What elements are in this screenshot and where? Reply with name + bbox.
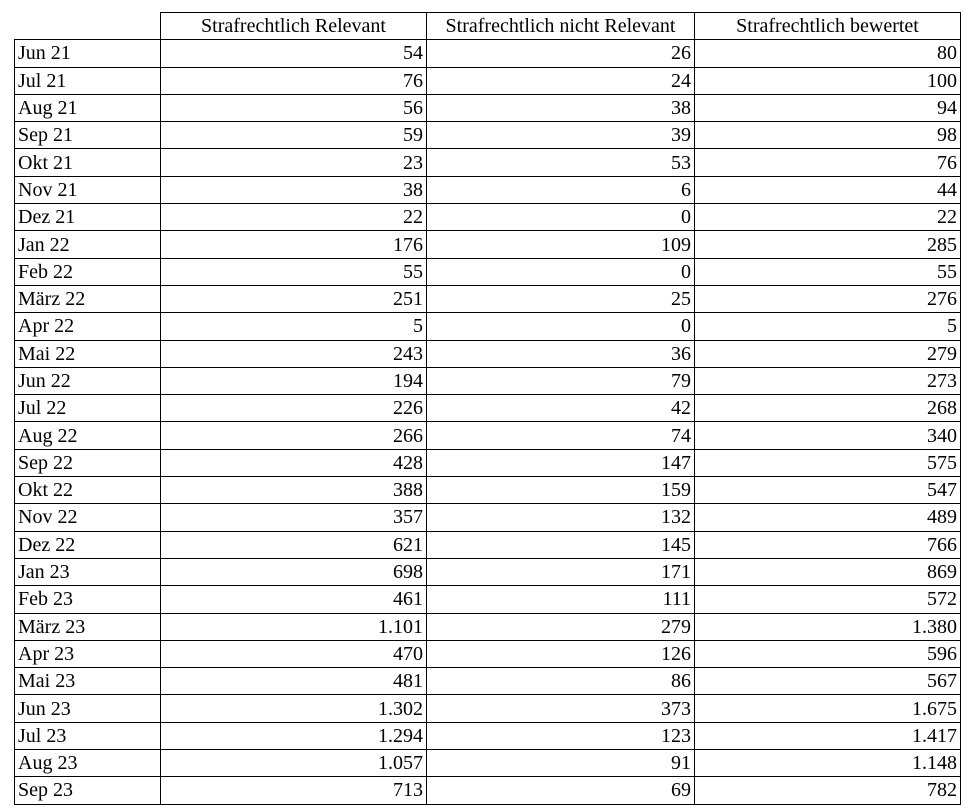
header-cell-assessed: Strafrechtlich bewertet [695, 13, 961, 40]
month-cell: Feb 23 [15, 586, 161, 613]
assessed-cell: 80 [695, 40, 961, 67]
relevant-cell: 1.294 [161, 722, 427, 749]
assessed-cell: 782 [695, 777, 961, 804]
not-relevant-cell: 86 [427, 668, 695, 695]
assessed-cell: 268 [695, 395, 961, 422]
assessed-cell: 100 [695, 67, 961, 94]
table-row [15, 40, 961, 67]
month-cell: Dez 22 [15, 531, 161, 558]
relevant-cell: 55 [161, 258, 427, 285]
table-row [15, 777, 961, 804]
table-row [15, 695, 961, 722]
not-relevant-cell: 74 [427, 422, 695, 449]
relevant-cell: 38 [161, 176, 427, 203]
not-relevant-cell: 0 [427, 313, 695, 340]
relevant-cell: 470 [161, 640, 427, 667]
table-row [15, 422, 961, 449]
not-relevant-cell: 39 [427, 122, 695, 149]
not-relevant-cell: 38 [427, 94, 695, 121]
not-relevant-cell: 69 [427, 777, 695, 804]
assessed-cell: 766 [695, 531, 961, 558]
month-cell: Jan 22 [15, 231, 161, 258]
month-cell: Nov 21 [15, 176, 161, 203]
not-relevant-cell: 0 [427, 204, 695, 231]
month-cell: Aug 23 [15, 750, 161, 777]
assessed-cell: 575 [695, 449, 961, 476]
relevant-cell: 388 [161, 477, 427, 504]
not-relevant-cell: 109 [427, 231, 695, 258]
assessed-cell: 22 [695, 204, 961, 231]
table-row [15, 558, 961, 585]
not-relevant-cell: 0 [427, 258, 695, 285]
month-cell: Dez 21 [15, 204, 161, 231]
table-row [15, 395, 961, 422]
assessed-cell: 76 [695, 149, 961, 176]
month-cell: Okt 22 [15, 477, 161, 504]
table-row [15, 122, 961, 149]
month-cell: Apr 22 [15, 313, 161, 340]
assessed-cell: 572 [695, 586, 961, 613]
data-table [14, 12, 961, 805]
table-row [15, 504, 961, 531]
relevant-cell: 428 [161, 449, 427, 476]
not-relevant-cell: 53 [427, 149, 695, 176]
relevant-cell: 698 [161, 558, 427, 585]
month-cell: Aug 22 [15, 422, 161, 449]
month-cell: Okt 21 [15, 149, 161, 176]
assessed-cell: 1.148 [695, 750, 961, 777]
not-relevant-cell: 42 [427, 395, 695, 422]
not-relevant-cell: 126 [427, 640, 695, 667]
relevant-cell: 22 [161, 204, 427, 231]
assessed-cell: 596 [695, 640, 961, 667]
not-relevant-cell: 111 [427, 586, 695, 613]
relevant-cell: 461 [161, 586, 427, 613]
not-relevant-cell: 159 [427, 477, 695, 504]
relevant-cell: 621 [161, 531, 427, 558]
not-relevant-cell: 123 [427, 722, 695, 749]
not-relevant-cell: 91 [427, 750, 695, 777]
month-cell: Jul 21 [15, 67, 161, 94]
assessed-cell: 94 [695, 94, 961, 121]
table-row [15, 722, 961, 749]
table-row [15, 531, 961, 558]
relevant-cell: 1.101 [161, 613, 427, 640]
month-cell: März 23 [15, 613, 161, 640]
table-row [15, 67, 961, 94]
assessed-cell: 285 [695, 231, 961, 258]
header-row [15, 13, 961, 40]
table-row [15, 750, 961, 777]
assessed-cell: 44 [695, 176, 961, 203]
month-cell: Nov 22 [15, 504, 161, 531]
table-row [15, 477, 961, 504]
not-relevant-cell: 6 [427, 176, 695, 203]
relevant-cell: 56 [161, 94, 427, 121]
month-cell: Jun 23 [15, 695, 161, 722]
not-relevant-cell: 25 [427, 285, 695, 312]
assessed-cell: 567 [695, 668, 961, 695]
month-cell: Jan 23 [15, 558, 161, 585]
not-relevant-cell: 171 [427, 558, 695, 585]
table-row [15, 613, 961, 640]
assessed-cell: 547 [695, 477, 961, 504]
not-relevant-cell: 373 [427, 695, 695, 722]
relevant-cell: 713 [161, 777, 427, 804]
table-row [15, 204, 961, 231]
table-row [15, 285, 961, 312]
relevant-cell: 1.057 [161, 750, 427, 777]
table-row [15, 668, 961, 695]
relevant-cell: 54 [161, 40, 427, 67]
month-cell: Jun 21 [15, 40, 161, 67]
not-relevant-cell: 26 [427, 40, 695, 67]
table-row [15, 313, 961, 340]
relevant-cell: 481 [161, 668, 427, 695]
month-cell: Sep 23 [15, 777, 161, 804]
relevant-cell: 251 [161, 285, 427, 312]
relevant-cell: 1.302 [161, 695, 427, 722]
month-cell: Jul 23 [15, 722, 161, 749]
assessed-cell: 55 [695, 258, 961, 285]
relevant-cell: 23 [161, 149, 427, 176]
table-row [15, 149, 961, 176]
relevant-cell: 226 [161, 395, 427, 422]
relevant-cell: 357 [161, 504, 427, 531]
not-relevant-cell: 79 [427, 367, 695, 394]
not-relevant-cell: 132 [427, 504, 695, 531]
relevant-cell: 59 [161, 122, 427, 149]
relevant-cell: 243 [161, 340, 427, 367]
assessed-cell: 273 [695, 367, 961, 394]
table-row [15, 94, 961, 121]
assessed-cell: 1.675 [695, 695, 961, 722]
header-cell-relevant: Strafrechtlich Relevant [161, 13, 427, 40]
month-cell: Apr 23 [15, 640, 161, 667]
not-relevant-cell: 24 [427, 67, 695, 94]
table-row [15, 340, 961, 367]
assessed-cell: 869 [695, 558, 961, 585]
assessed-cell: 489 [695, 504, 961, 531]
header-cell-month [15, 13, 161, 40]
header-cell-not-relevant: Strafrechtlich nicht Relevant [427, 13, 695, 40]
relevant-cell: 5 [161, 313, 427, 340]
not-relevant-cell: 147 [427, 449, 695, 476]
month-cell: März 22 [15, 285, 161, 312]
assessed-cell: 1.417 [695, 722, 961, 749]
assessed-cell: 1.380 [695, 613, 961, 640]
table-row [15, 258, 961, 285]
table-row [15, 231, 961, 258]
not-relevant-cell: 279 [427, 613, 695, 640]
assessed-cell: 279 [695, 340, 961, 367]
month-cell: Mai 23 [15, 668, 161, 695]
table-row [15, 449, 961, 476]
month-cell: Sep 22 [15, 449, 161, 476]
month-cell: Feb 22 [15, 258, 161, 285]
table-row [15, 367, 961, 394]
month-cell: Sep 21 [15, 122, 161, 149]
relevant-cell: 176 [161, 231, 427, 258]
not-relevant-cell: 145 [427, 531, 695, 558]
month-cell: Aug 21 [15, 94, 161, 121]
table-row [15, 586, 961, 613]
not-relevant-cell: 36 [427, 340, 695, 367]
relevant-cell: 194 [161, 367, 427, 394]
relevant-cell: 76 [161, 67, 427, 94]
assessed-cell: 98 [695, 122, 961, 149]
relevant-cell: 266 [161, 422, 427, 449]
table-row [15, 640, 961, 667]
month-cell: Jul 22 [15, 395, 161, 422]
month-cell: Mai 22 [15, 340, 161, 367]
table-body [15, 40, 961, 804]
assessed-cell: 340 [695, 422, 961, 449]
assessed-cell: 5 [695, 313, 961, 340]
table-row [15, 176, 961, 203]
assessed-cell: 276 [695, 285, 961, 312]
month-cell: Jun 22 [15, 367, 161, 394]
